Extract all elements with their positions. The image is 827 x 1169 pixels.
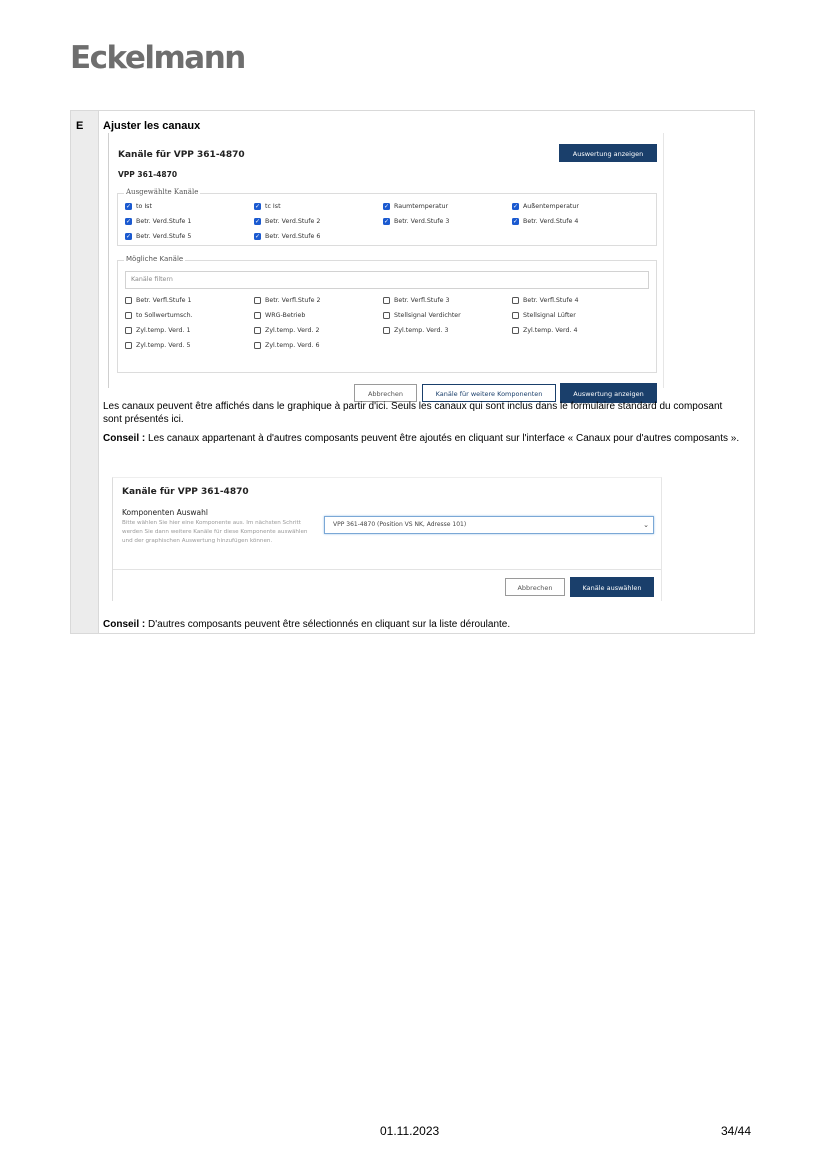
selected-channel-checkbox[interactable] — [254, 216, 383, 227]
selected-channels-fieldset — [117, 188, 657, 246]
checkbox-label: Betr. Verd.Stufe 2 — [265, 218, 321, 225]
selected-channel-checkbox[interactable] — [125, 231, 254, 242]
checkbox-label: Zyl.temp. Verd. 1 — [136, 327, 191, 334]
checkbox-empty-icon — [512, 297, 519, 304]
checkbox-empty-icon — [254, 312, 261, 319]
tip-paragraph-1 — [103, 433, 743, 446]
step-title: Ajuster les canaux — [103, 120, 201, 132]
checkbox-checked-icon: ✓ — [512, 218, 519, 225]
checkbox-empty-icon — [125, 327, 132, 334]
possible-channel-checkbox[interactable] — [254, 340, 383, 351]
possible-channel-checkbox[interactable] — [254, 325, 383, 336]
step-column — [71, 111, 99, 633]
channels-dialog-screenshot — [108, 133, 664, 398]
possible-channel-checkbox[interactable] — [383, 310, 512, 321]
checkbox-checked-icon: ✓ — [512, 203, 519, 210]
selected-channel-checkbox[interactable] — [254, 201, 383, 212]
checkbox-label: Betr. Verd.Stufe 5 — [136, 233, 192, 240]
dialog-title: Kanäle für VPP 361-4870 — [122, 487, 249, 497]
checkbox-label: Betr. Verd.Stufe 4 — [523, 218, 579, 225]
intro-paragraph: Les canaux peuvent être affichés dans le graphique à partir d'ici. Seuls les canaux qui sont inclus dans le formulaire standard du composant sont présentés ici. — [103, 401, 723, 425]
checkbox-label: Zyl.temp. Verd. 3 — [394, 327, 449, 334]
show-evaluation-top-button[interactable]: Auswertung anzeigen — [559, 144, 657, 162]
checkbox-empty-icon — [125, 342, 132, 349]
tip-paragraph-2 — [103, 619, 743, 632]
selected-channel-checkbox[interactable] — [512, 201, 641, 212]
possible-channel-checkbox[interactable] — [512, 295, 641, 306]
cancel-button[interactable]: Abbrechen — [505, 578, 565, 596]
checkbox-label: tc Ist — [265, 203, 281, 210]
possible-channel-checkbox[interactable] — [512, 325, 641, 336]
channel-filter-input[interactable]: Kanäle filtern — [125, 271, 649, 289]
checkbox-label: WRG-Betrieb — [265, 312, 306, 319]
selected-channel-checkbox[interactable] — [383, 216, 512, 227]
checkbox-label: Raumtemperatur — [394, 203, 449, 210]
checkbox-checked-icon: ✓ — [254, 218, 261, 225]
checkbox-label: Betr. Verd.Stufe 1 — [136, 218, 192, 225]
checkbox-empty-icon — [254, 297, 261, 304]
checkbox-empty-icon — [125, 297, 132, 304]
component-subtitle: VPP 361-4870 — [118, 170, 178, 179]
footer-date: 01.11.2023 — [380, 1124, 440, 1138]
component-select-value: VPP 361-4870 (Position VS NK, Adresse 101) — [333, 521, 467, 528]
possible-channels-fieldset — [117, 255, 657, 373]
tip-label: Conseil : — [103, 619, 146, 630]
step-letter: E — [76, 120, 84, 132]
checkbox-checked-icon: ✓ — [125, 233, 132, 240]
more-components-button[interactable]: Kanäle für weitere Komponenten — [422, 384, 556, 402]
checkbox-checked-icon: ✓ — [254, 233, 261, 240]
possible-channel-checkbox[interactable] — [125, 310, 254, 321]
checkbox-label: Stellsignal Verdichter — [394, 312, 461, 319]
checkbox-empty-icon — [383, 297, 390, 304]
checkbox-empty-icon — [383, 327, 390, 334]
checkbox-label: Zyl.temp. Verd. 5 — [136, 342, 191, 349]
selected-channel-checkbox[interactable] — [125, 216, 254, 227]
tip-text: Les canaux appartenant à d'autres composants peuvent être ajoutés en cliquant sur l'interface « Canaux pour d'autres composants ». — [148, 433, 740, 444]
chevron-down-icon: ⌄ — [643, 521, 649, 529]
selected-channels-legend: Ausgewählte Kanäle — [126, 188, 199, 196]
checkbox-label: Betr. Verfl.Stufe 1 — [136, 297, 192, 304]
select-channels-button[interactable]: Kanäle auswählen — [570, 577, 654, 597]
checkbox-label: Zyl.temp. Verd. 2 — [265, 327, 320, 334]
possible-channel-checkbox[interactable] — [125, 340, 254, 351]
possible-channel-checkbox[interactable] — [254, 295, 383, 306]
checkbox-label: Betr. Verfl.Stufe 2 — [265, 297, 321, 304]
checkbox-checked-icon: ✓ — [125, 218, 132, 225]
checkbox-label: Betr. Verd.Stufe 3 — [394, 218, 450, 225]
checkbox-label: Betr. Verd.Stufe 6 — [265, 233, 321, 240]
divider — [113, 569, 661, 570]
step-table — [70, 110, 755, 634]
checkbox-label: Betr. Verfl.Stufe 3 — [394, 297, 450, 304]
possible-channel-checkbox[interactable] — [125, 325, 254, 336]
component-selection-label: Komponenten Auswahl — [122, 508, 208, 517]
checkbox-empty-icon — [254, 342, 261, 349]
component-select-screenshot — [112, 477, 662, 601]
selected-channels-grid — [125, 201, 641, 242]
checkbox-checked-icon: ✓ — [254, 203, 261, 210]
checkbox-label: Zyl.temp. Verd. 6 — [265, 342, 320, 349]
checkbox-label: Stellsignal Lüfter — [523, 312, 576, 319]
cancel-button[interactable]: Abbrechen — [354, 384, 417, 402]
tip-text: D'autres composants peuvent être sélectionnés en cliquant sur la liste déroulante. — [148, 619, 511, 630]
checkbox-label: to Ist — [136, 203, 152, 210]
checkbox-checked-icon: ✓ — [383, 203, 390, 210]
checkbox-empty-icon — [125, 312, 132, 319]
possible-channels-legend: Mögliche Kanäle — [126, 255, 184, 263]
dialog-title: Kanäle für VPP 361-4870 — [118, 150, 245, 160]
checkbox-empty-icon — [254, 327, 261, 334]
possible-channel-checkbox[interactable] — [254, 310, 383, 321]
selected-channel-checkbox[interactable] — [512, 216, 641, 227]
checkbox-label: to Sollwertumsch. — [136, 312, 193, 319]
possible-channel-checkbox[interactable] — [125, 295, 254, 306]
checkbox-label: Zyl.temp. Verd. 4 — [523, 327, 578, 334]
checkbox-label: Außentemperatur — [523, 203, 579, 210]
selected-channel-checkbox[interactable] — [125, 201, 254, 212]
possible-channel-checkbox[interactable] — [383, 325, 512, 336]
selected-channel-checkbox[interactable] — [254, 231, 383, 242]
show-evaluation-button[interactable]: Auswertung anzeigen — [560, 383, 657, 403]
possible-channels-grid — [125, 295, 641, 351]
eckelmann-logo: Eckelmann — [70, 40, 245, 76]
selected-channel-checkbox[interactable] — [383, 201, 512, 212]
checkbox-checked-icon: ✓ — [125, 203, 132, 210]
component-help-text: Bitte wählen Sie hier eine Komponente aus. Im nächsten Schritt werden Sie dann weitere Kanäle für diese Komponente auswählen und der graphischen Auswertung hinzufügen können. — [122, 520, 308, 544]
footer-page-number: 34/44 — [721, 1124, 752, 1138]
checkbox-empty-icon — [512, 312, 519, 319]
checkbox-empty-icon — [512, 327, 519, 334]
checkbox-label: Betr. Verfl.Stufe 4 — [523, 297, 579, 304]
checkbox-empty-icon — [383, 312, 390, 319]
tip-label: Conseil : — [103, 433, 146, 444]
checkbox-checked-icon: ✓ — [383, 218, 390, 225]
possible-channel-checkbox[interactable] — [383, 295, 512, 306]
possible-channel-checkbox[interactable] — [512, 310, 641, 321]
component-select[interactable] — [324, 516, 654, 534]
